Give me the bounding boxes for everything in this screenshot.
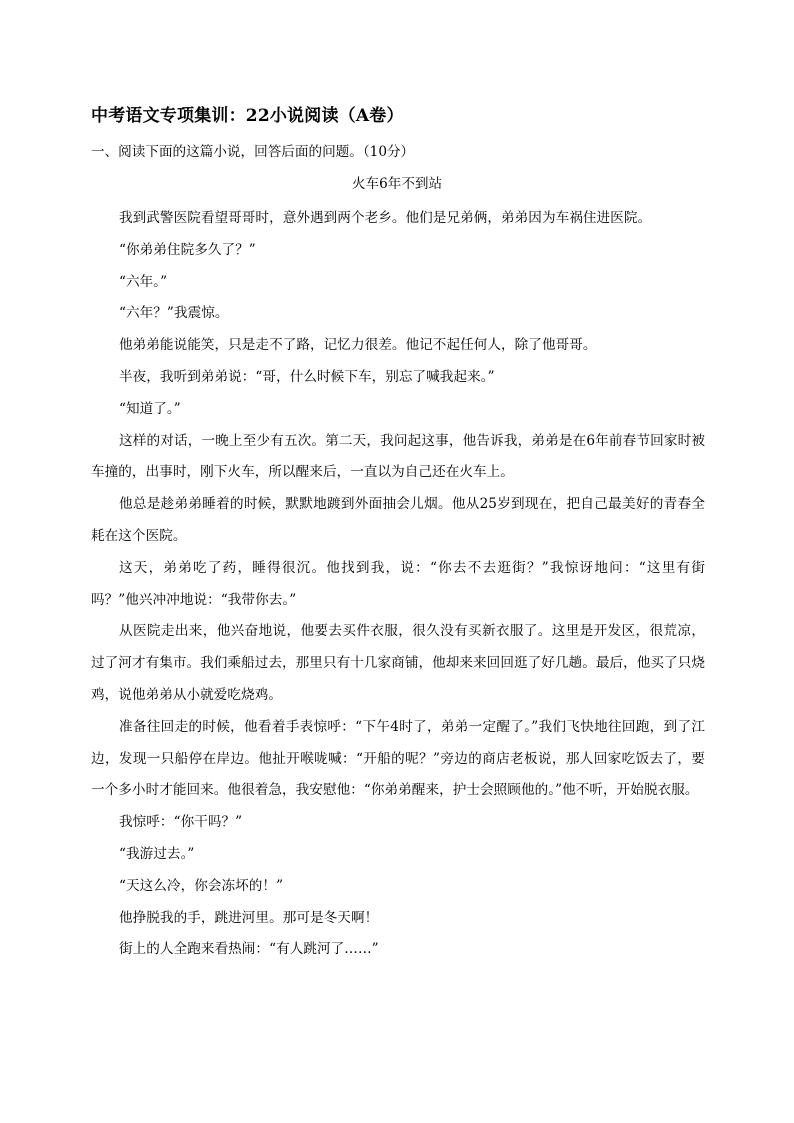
story-paragraph: “知道了。”	[119, 400, 181, 417]
story-paragraph: 这样的对话，一晚上至少有五次。第二天，我问起这事，他告诉我，弟弟是在6年前春节回家时被车撞的，出事时，刚下火车，所以醒来后，一直以为自己还在火车上。	[91, 432, 705, 481]
document-title: 中考语文专项集训：22小说阅读（A卷）	[91, 106, 404, 126]
story-paragraph: 街上的人全跑来看热闹：“有人跳河了……”	[119, 941, 379, 958]
story-paragraph: “六年？”我震惊。	[119, 305, 229, 322]
story-paragraph: “天这么冷，你会冻坏的！”	[119, 877, 284, 894]
story-paragraph: 我惊呼：“你干吗？”	[119, 814, 243, 831]
story-paragraph: “你弟弟住院多久了？”	[119, 241, 256, 258]
story-paragraph: 他弟弟能说能笑，只是走不了路，记忆力很差。他记不起任何人，除了他哥哥。	[119, 337, 597, 354]
story-paragraph: 半夜，我听到弟弟说：“哥，什么时候下车，别忘了喊我起来。”	[119, 368, 495, 385]
story-paragraph: 他挣脱我的手，跳进河里。那可是冬天啊！	[119, 909, 379, 926]
story-paragraph: “我游过去。”	[119, 845, 195, 862]
story-paragraph: 准备往回走的时候，他看着手表惊呼：“下午4时了，弟弟一定醒了。”我们飞快地往回跑，到了江边，发现一只船停在岸边。他扯开喉咙喊：“开船的呢？”旁边的商店老板说，那人回家吃饭去了，要一个多小时才能回来。他很着急，我安慰他：“你弟弟醒来，护士会照顾他的。”他不听，开始脱衣服。	[91, 718, 705, 799]
question-instruction: 一、阅读下面的这篇小说，回答后面的问题。（10分）	[91, 144, 415, 160]
story-paragraph: 这天，弟弟吃了药，睡得很沉。他找到我，说：“你去不去逛街？”我惊讶地问：“这里有街吗？”他兴冲冲地说：“我带你去。”	[91, 559, 705, 608]
story-paragraph: 他总是趁弟弟睡着的时候，默默地踱到外面抽会儿烟。他从25岁到现在，把自己最美好的青春全耗在这个医院。	[91, 496, 705, 544]
story-body	[91, 203, 705, 966]
story-paragraph: “六年。”	[119, 273, 168, 290]
story-paragraph: 从医院走出来，他兴奋地说，他要去买件衣服，很久没有买新衣服了。这里是开发区，很荒凉，过了河才有集市。我们乘船过去，那里只有十几家商铺，他却来来回回逛了好几趟。最后，他买了只烧鸡，说他弟弟从小就爱吃烧鸡。	[91, 623, 705, 703]
story-paragraph: 我到武警医院看望哥哥时，意外遇到两个老乡。他们是兄弟俩，弟弟因为车祸住进医院。	[119, 210, 652, 226]
story-title: 火车6年不到站	[351, 176, 443, 192]
